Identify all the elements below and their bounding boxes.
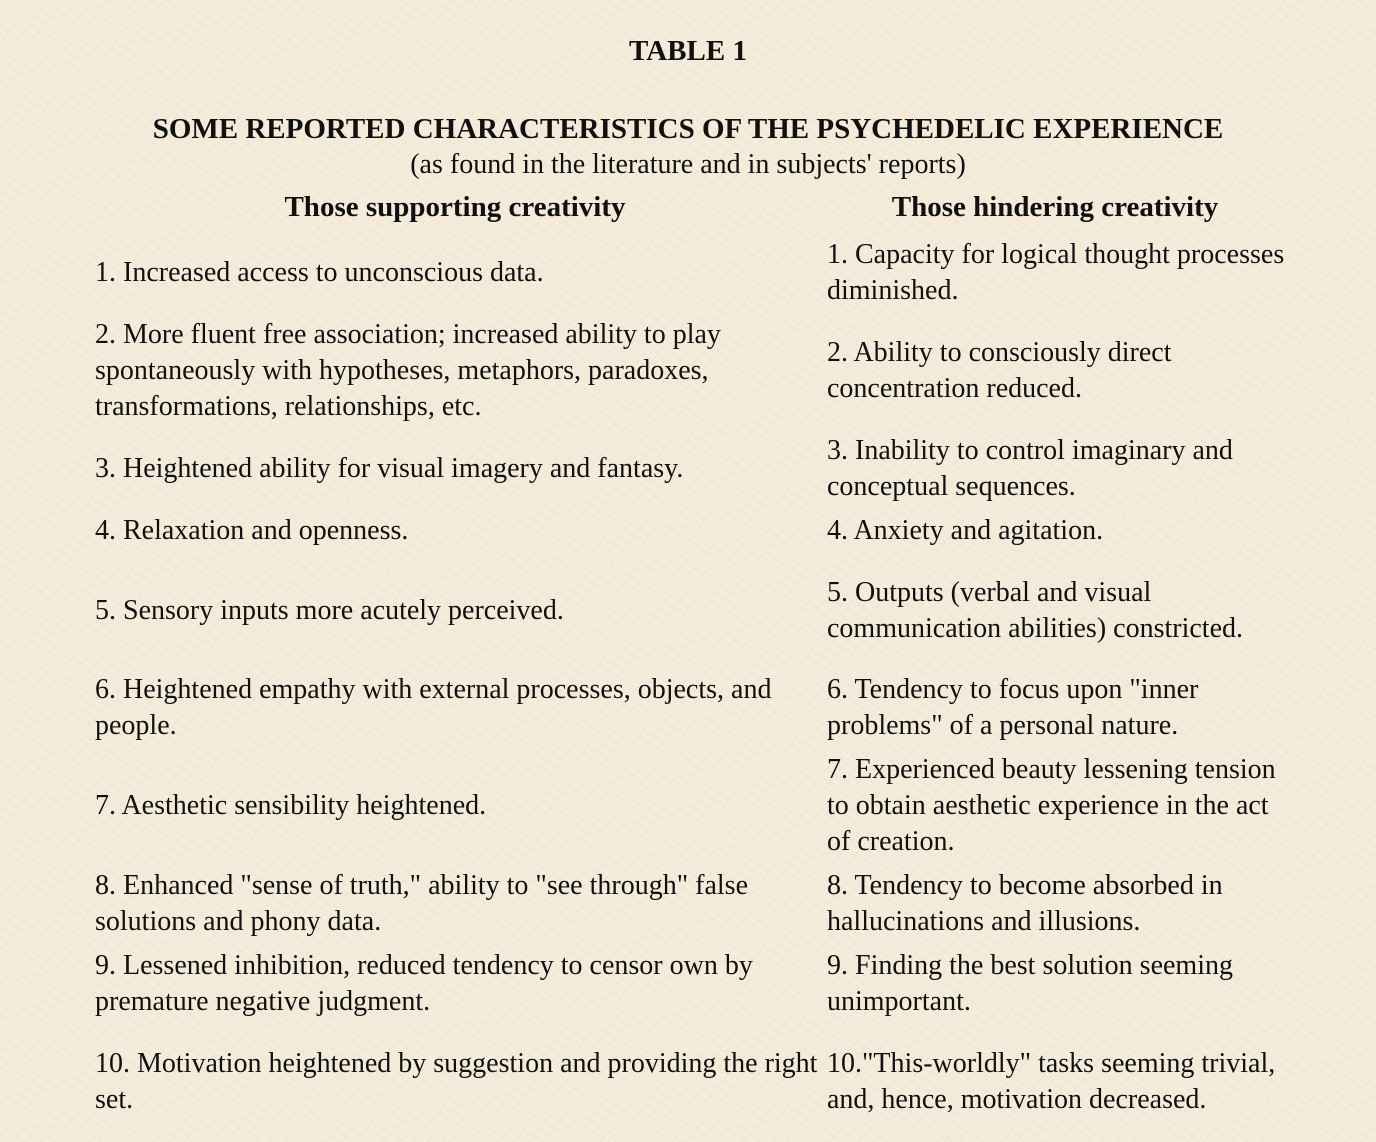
table-row: [95, 312, 1295, 429]
hindering-item: 9. Finding the best solution seeming unimportant.: [827, 950, 1233, 1017]
table-row: [95, 748, 1295, 864]
table-row: [95, 429, 1295, 509]
table-row: [95, 864, 1295, 944]
hindering-item: 6. Tendency to focus upon "inner problems" of a personal nature.: [827, 674, 1199, 741]
hindering-item: 2. Ability to consciously direct concentration reduced.: [827, 336, 1172, 404]
column-header-supporting: Those supporting creativity: [284, 191, 626, 223]
supporting-item: 6. Heightened empathy with external processes, objects, and people.: [95, 674, 772, 741]
supporting-item: 7. Aesthetic sensibility heightened.: [95, 790, 487, 821]
supporting-item: 8. Enhanced "sense of truth," ability to "see through" false solutions and phony data.: [95, 870, 748, 937]
supporting-item: 3. Heightened ability for visual imagery and fantasy.: [95, 453, 684, 484]
table-row: [95, 1024, 1295, 1140]
table-subtitle: (as found in the literature and in subjects' reports): [410, 149, 966, 180]
column-header-hindering: Those hindering creativity: [891, 191, 1219, 223]
hindering-item: 8. Tendency to become absorbed in hallucinations and illusions.: [827, 870, 1223, 937]
hindering-item: 3. Inability to control imaginary and conceptual sequences.: [827, 435, 1233, 502]
table-row: [95, 233, 1295, 312]
table-title: SOME REPORTED CHARACTERISTICS OF THE PSYCHEDELIC EXPERIENCE: [152, 113, 1224, 145]
hindering-item: 4. Anxiety and agitation.: [827, 515, 1104, 546]
table-row: [95, 553, 1295, 668]
supporting-item: 9. Lessened inhibition, reduced tendency to censor own by premature negative judgment.: [95, 950, 753, 1017]
table-label: TABLE 1: [629, 35, 747, 67]
supporting-item: 5. Sensory inputs more acutely perceived.: [95, 594, 564, 626]
supporting-item: 1. Increased access to unconscious data.: [95, 256, 544, 288]
hindering-item: 10."This-worldly" tasks seeming trivial, and, hence, motivation decreased.: [827, 1048, 1276, 1115]
hindering-item: 1. Capacity for logical thought processes diminished.: [827, 238, 1285, 306]
characteristics-table: [95, 233, 1295, 1140]
supporting-item: 4. Relaxation and openness.: [95, 515, 409, 546]
hindering-item: 7. Experienced beauty lessening tension to obtain aesthetic experience in the act of creation.: [827, 754, 1276, 857]
table-row: [95, 668, 1295, 748]
supporting-item: 10. Motivation heightened by suggestion and providing the right set.: [95, 1048, 818, 1115]
table-row: [95, 944, 1295, 1024]
supporting-item: 2. More fluent free association; increased ability to play spontaneously with hypotheses, metaphors, paradoxes, transformations, relationships, etc.: [95, 318, 721, 422]
hindering-item: 5. Outputs (verbal and visual communication abilities) constricted.: [827, 576, 1243, 644]
table-row: [95, 509, 1295, 553]
